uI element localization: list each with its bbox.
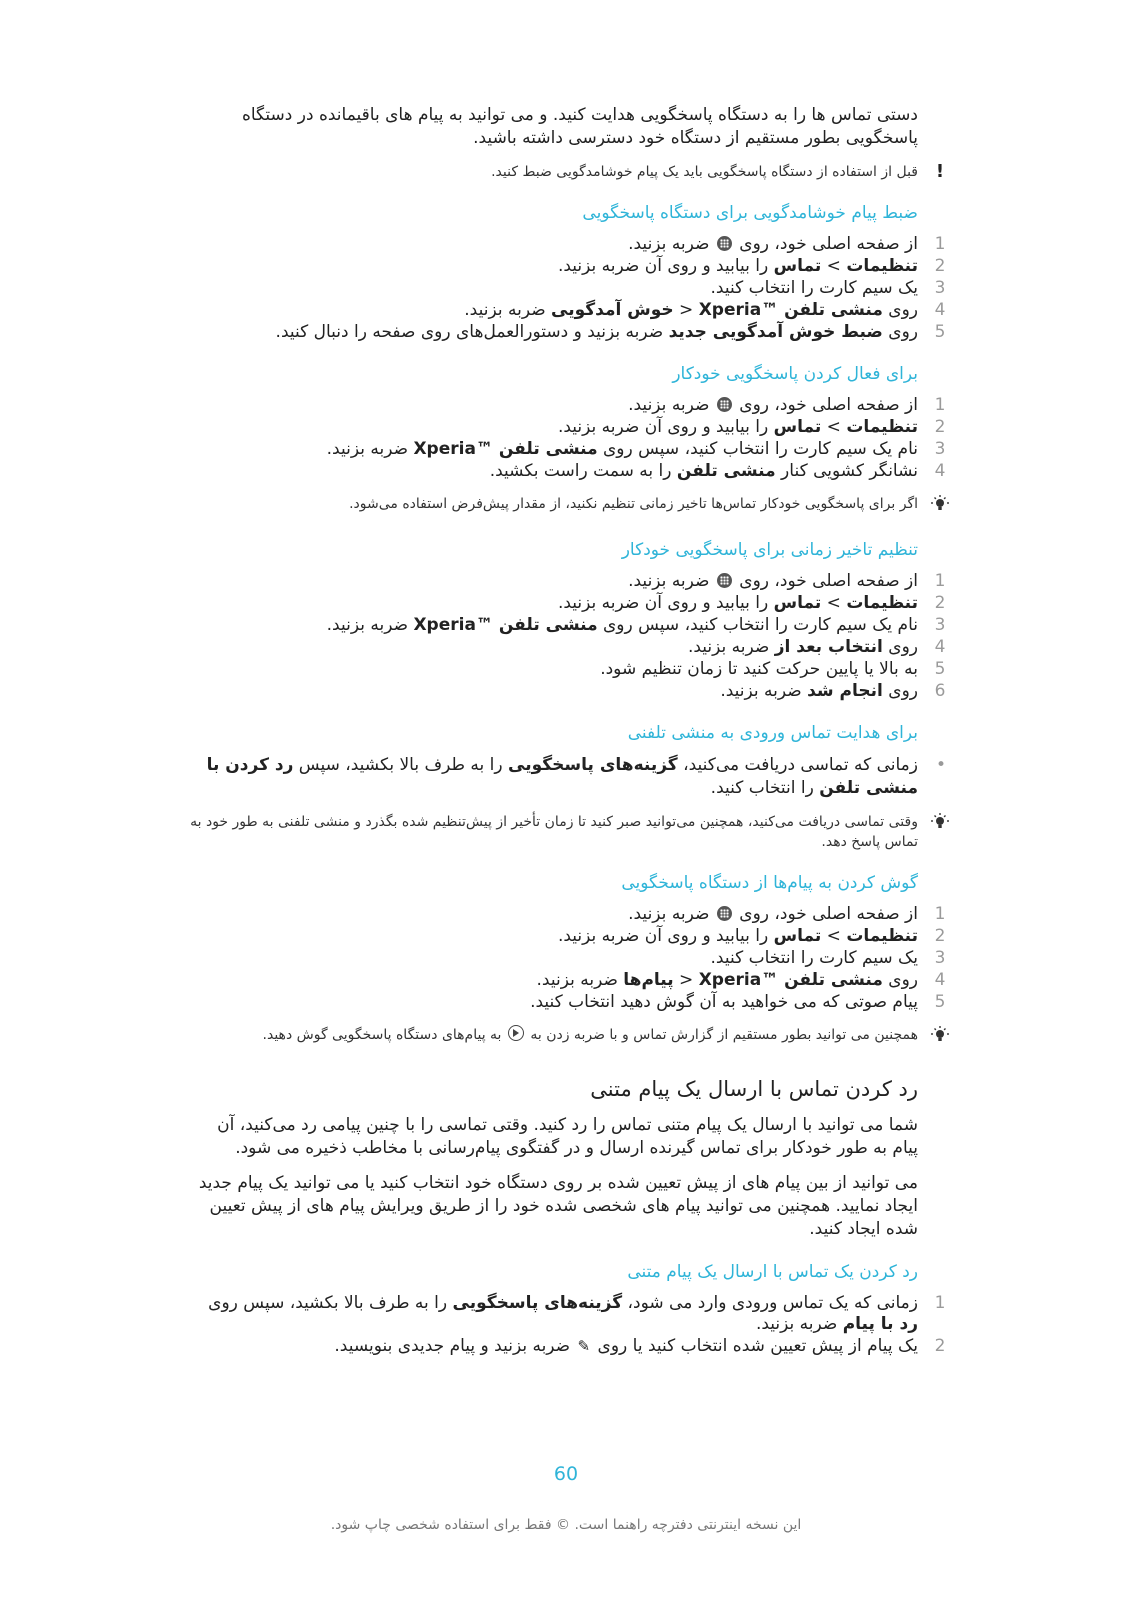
step (188, 417, 946, 438)
tip-text: به پیام‌های دستگاه پاسخگویی گوش دهید. (262, 1027, 506, 1043)
step-text: ضربه بزنید. (326, 439, 414, 459)
step-text: ضربه بزنید و پیام جدیدی بنویسید. (334, 1336, 576, 1356)
separator: > (821, 926, 847, 946)
step-text: را به سمت راست بکشید. (489, 461, 677, 481)
intro-paragraph: دستی تماس ها را به دستگاه پاسخگویی هدایت کنید. و می توانید به پیام های باقیمانده در دستگاه پاسخگویی بطور مستقیم از دستگاه خود دسترسی داشته باشید. (241, 105, 918, 148)
separator: > (821, 256, 847, 276)
menu-term: منشی تلفن ™Xperia (698, 970, 883, 990)
step-text: روی (882, 322, 918, 342)
apps-grid-icon (717, 236, 732, 251)
item-text: را به طرف بالا بکشید، سپس (293, 755, 509, 775)
tip-note (188, 494, 952, 519)
tip-note-text: اگر برای پاسخگویی خودکار تماس‌ها تاخیر زمانی تنظیم نکنید، از مقدار پیش‌فرض استفاده می‌شود. (349, 496, 918, 512)
separator: > (821, 593, 847, 613)
step-text: ضربه بزنید. (628, 234, 715, 254)
step-text: ضربه بزنید. (464, 300, 552, 320)
section-heading: رد کردن تماس با ارسال یک پیام متنی (590, 1077, 918, 1101)
warning-note (188, 162, 952, 182)
menu-term: گزینه‌های پاسخگویی (452, 1293, 623, 1313)
step-text: روی (882, 637, 918, 657)
section-paragraph: می توانید از بین پیام های از پیش تعیین شده بر روی دستگاه خود انتخاب کنید یا می توانید یک پیام جدید ایجاد نمایید. همچنین می توانید پیام های شخصی شده خود را از طریق ویرایش پیام های از پیش تعیین شده ایجاد کنید. (198, 1173, 918, 1239)
step-number: 2 (934, 1336, 946, 1356)
menu-term: انتخاب بعد از (774, 637, 883, 657)
step-text: یک سیم کارت را انتخاب کنید. (710, 278, 918, 298)
step-text: روی (882, 681, 918, 701)
step (188, 948, 946, 969)
play-circle-icon (508, 1025, 524, 1041)
step-text: از صفحه اصلی خود، روی (733, 571, 918, 591)
page-content (188, 104, 946, 1369)
menu-term: منشی تلفن (676, 461, 776, 481)
step (188, 300, 946, 321)
step-number: 5 (934, 659, 946, 679)
bullets-divert (188, 754, 946, 800)
step-number: 4 (934, 970, 946, 990)
separator: < (673, 970, 699, 990)
item-text: زمانی که تماسی دریافت می‌کنید، (677, 755, 918, 775)
subheading-reject-sms: رد کردن یک تماس با ارسال یک پیام متنی (627, 1262, 918, 1282)
step-number: 3 (934, 439, 946, 459)
menu-term: پیام‌ها (623, 970, 674, 990)
step-text: از صفحه اصلی خود، روی (733, 904, 918, 924)
step-number: 4 (934, 461, 946, 481)
step (188, 593, 946, 614)
steps-delay (188, 571, 946, 702)
pencil-icon: ✎ (577, 1337, 591, 1355)
step-number: 2 (934, 256, 946, 276)
lightbulb-icon (928, 812, 952, 837)
steps-reject-sms (188, 1293, 946, 1357)
step-text: روی (882, 300, 918, 320)
step (188, 681, 946, 702)
step (188, 1336, 946, 1357)
menu-term: انجام شد (807, 681, 883, 701)
menu-term: تنظیمات (846, 256, 918, 276)
menu-term: منشی تلفن ™Xperia (698, 300, 883, 320)
tip-note (188, 812, 952, 852)
step-text: ضربه بزنید. (536, 970, 624, 990)
step-number: 2 (934, 593, 946, 613)
menu-term: تماس (773, 926, 822, 946)
step-number: 6 (934, 681, 946, 701)
step-text: را به طرف بالا بکشید، سپس روی (208, 1293, 453, 1313)
menu-term: گزینه‌های پاسخگویی (508, 755, 678, 775)
step-number: 1 (934, 234, 946, 254)
step (188, 659, 946, 680)
step (188, 1293, 946, 1335)
step (188, 615, 946, 636)
step-text: ضربه بزنید. (628, 395, 715, 415)
step (188, 904, 946, 925)
menu-term: منشی تلفن ™Xperia (413, 439, 598, 459)
step-number: 4 (934, 637, 946, 657)
step-number: 5 (934, 322, 946, 342)
step (188, 278, 946, 299)
step-text: نام یک سیم کارت را انتخاب کنید، سپس روی (597, 615, 918, 635)
subheading-divert: برای هدایت تماس ورودی به منشی تلفنی (627, 723, 918, 743)
menu-term: خوش آمدگویی (551, 300, 674, 320)
step (188, 256, 946, 277)
steps-listen (188, 904, 946, 1013)
tip-text: همچنین می توانید بطور مستقیم از گزارش تماس و با ضربه زدن به (525, 1027, 918, 1043)
step (188, 461, 946, 482)
apps-grid-icon (717, 906, 732, 921)
step (188, 322, 946, 343)
step-number: 3 (934, 278, 946, 298)
step-number: 1 (934, 395, 946, 415)
step-number: 1 (934, 1293, 946, 1313)
subheading-record-greeting: ضبط پیام خوشامدگویی برای دستگاه پاسخگویی (582, 203, 918, 223)
menu-term: رد کردن با منشی تلفن (206, 755, 918, 798)
bullet-dot: • (935, 755, 946, 775)
steps-record-greeting (188, 234, 946, 343)
step-text: را بیابید و روی آن ضربه بزنید. (557, 256, 774, 276)
step-text: را بیابید و روی آن ضربه بزنید. (557, 593, 774, 613)
step-number: 4 (934, 300, 946, 320)
menu-term: تنظیمات (846, 926, 918, 946)
step-text: ضربه بزنید. (755, 1314, 843, 1334)
tip-note-text: وقتی تماسی دریافت می‌کنید، همچنین می‌توانید صبر کنید تا زمان تأخیر از پیش‌تنظیم شده بگذرد و منشی تلفنی به طور خود به تماس پاسخ دهد. (190, 814, 918, 850)
subheading-auto-answer: برای فعال کردن پاسخگویی خودکار (672, 364, 918, 384)
step-text: پیام صوتی که می خواهید به آن گوش دهید انتخاب کنید. (530, 992, 918, 1012)
menu-term: تنظیمات (846, 593, 918, 613)
menu-term: تماس (773, 256, 822, 276)
step-text: زمانی که یک تماس ورودی وارد می شود، (622, 1293, 918, 1313)
page-number: 60 (553, 1463, 579, 1485)
step-number: 1 (934, 571, 946, 591)
menu-term: رد با پیام (842, 1314, 918, 1334)
lightbulb-icon (928, 494, 952, 519)
step-number: 2 (934, 417, 946, 437)
step-number: 3 (934, 948, 946, 968)
step-number: 3 (934, 615, 946, 635)
step-text: یک سیم کارت را انتخاب کنید. (710, 948, 918, 968)
menu-term: تماس (773, 593, 822, 613)
section-paragraph: شما می توانید با ارسال یک پیام متنی تماس را رد کنید. وقتی تماسی را با چنین پیامی رد می‌کنید، آن پیام به طور خودکار برای تماس گیرنده ارسال و در گفتگوی پیام‌رسانی با مخاطب ذخیره می شود. (217, 1115, 918, 1158)
step (188, 637, 946, 658)
item-text: را انتخاب کنید. (710, 778, 820, 798)
step (188, 571, 946, 592)
step-text: ضربه بزنید. (628, 904, 715, 924)
step-text: ضربه بزنید. (687, 637, 775, 657)
step-text: ضربه بزنید و دستورالعمل‌های روی صفحه را دنبال کنید. (275, 322, 669, 342)
step-text: ضربه بزنید. (326, 615, 414, 635)
list-item (188, 754, 946, 800)
subheading-delay: تنظیم تاخیر زمانی برای پاسخگویی خودکار (621, 540, 918, 560)
step (188, 970, 946, 991)
step-number: 2 (934, 926, 946, 946)
tip-note (188, 1025, 952, 1050)
step-text: به بالا یا پایین حرکت کنید تا زمان تنظیم شود. (600, 659, 918, 679)
menu-term: تماس (773, 417, 822, 437)
step-text: ضربه بزنید. (720, 681, 808, 701)
step-text: را بیابید و روی آن ضربه بزنید. (557, 926, 774, 946)
step-text: از صفحه اصلی خود، روی (733, 395, 918, 415)
warning-note-text: قبل از استفاده از دستگاه پاسخگویی باید یک پیام خوشامدگویی ضبط کنید. (491, 164, 918, 180)
step (188, 926, 946, 947)
steps-auto-answer (188, 395, 946, 482)
step-text: را بیابید و روی آن ضربه بزنید. (557, 417, 774, 437)
step-text: نشانگر کشویی کنار (775, 461, 918, 481)
apps-grid-icon (717, 573, 732, 588)
tip-note-text (263, 1025, 918, 1045)
step-text: روی (882, 970, 918, 990)
step-text: یک پیام از پیش تعیین شده انتخاب کنید یا روی (592, 1336, 918, 1356)
step-number: 1 (934, 904, 946, 924)
step (188, 992, 946, 1013)
apps-grid-icon (717, 397, 732, 412)
page-footer: این نسخه اینترنتی دفترچه راهنما است. © فقط برای استفاده شخصی چاپ شود. (330, 1517, 802, 1533)
subheading-listen: گوش کردن به پیام‌ها از دستگاه پاسخگویی (621, 873, 918, 893)
menu-term: ضبط خوش آمدگویی جدید (668, 322, 883, 342)
step-text: از صفحه اصلی خود، روی (733, 234, 918, 254)
step-text: نام یک سیم کارت را انتخاب کنید، سپس روی (597, 439, 918, 459)
menu-term: تنظیمات (846, 417, 918, 437)
step (188, 234, 946, 255)
lightbulb-icon (928, 1025, 952, 1050)
separator: < (673, 300, 699, 320)
step-number: 5 (934, 992, 946, 1012)
menu-term: منشی تلفن ™Xperia (413, 615, 598, 635)
step-text: ضربه بزنید. (628, 571, 715, 591)
step (188, 395, 946, 416)
exclamation-icon: ! (935, 161, 945, 182)
separator: > (821, 417, 847, 437)
step (188, 439, 946, 460)
